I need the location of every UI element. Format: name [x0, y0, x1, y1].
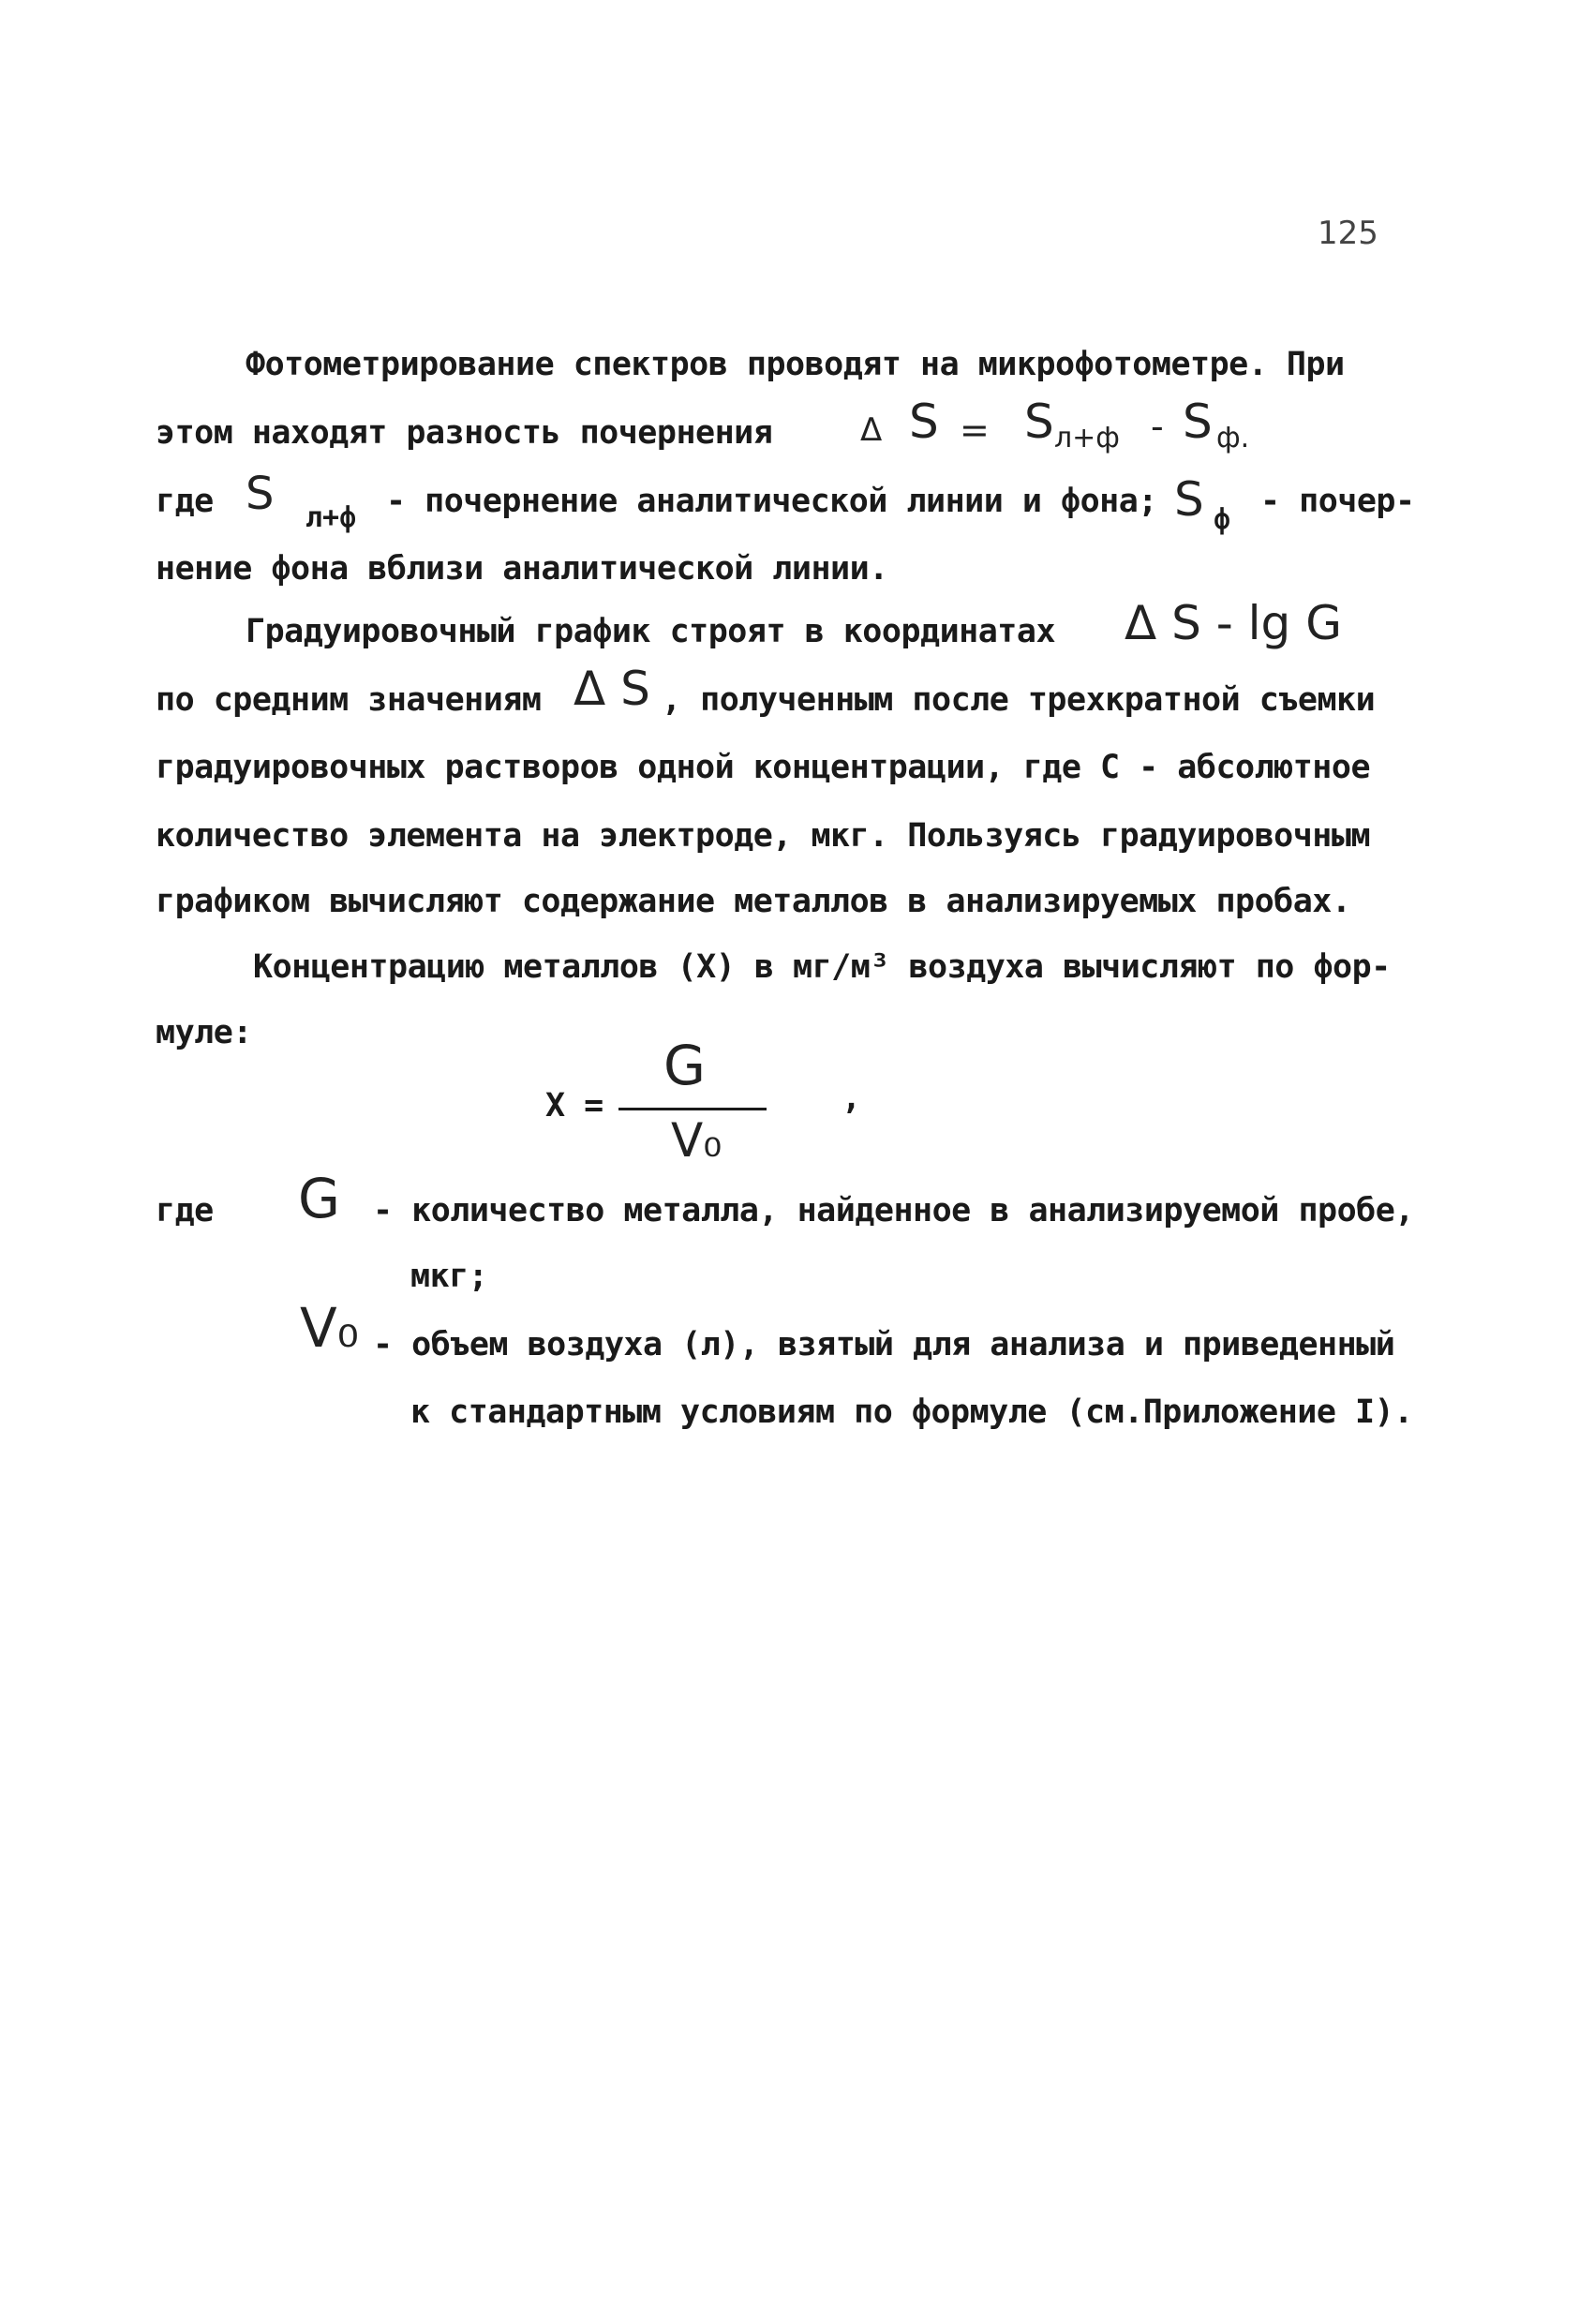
formula-comma: ,: [842, 1080, 861, 1117]
fraction-bar: [618, 1108, 767, 1110]
p2-line2-start: по средним значениям: [156, 681, 542, 719]
s-subscript: л+ф: [305, 501, 357, 534]
delta-symbol: Δ: [860, 411, 883, 449]
p1-line3-where: где: [156, 483, 214, 520]
formula-lhs: X =: [545, 1087, 603, 1125]
delta-s-symbol: Δ S: [574, 662, 650, 716]
p1-line1: Фотометрирование спектров проводят на микрофотометре. При: [246, 346, 1345, 383]
p1-line2: этом находят разность почернения: [156, 414, 773, 452]
eq-S3: S: [1183, 395, 1213, 449]
p3-line2: муле:: [156, 1014, 252, 1051]
p2-line1: Градуировочный график строят в координатах: [246, 613, 1056, 650]
s-symbol: S: [246, 468, 275, 520]
eq-S3-subscript: ф.: [1216, 422, 1250, 454]
page-number: 125: [1318, 215, 1378, 252]
eq-S1: S: [909, 395, 939, 449]
def-g-text2: мкг;: [410, 1258, 488, 1295]
formula-denominator: V₀: [671, 1113, 723, 1168]
p1-line4: нение фона вблизи аналитической линии.: [156, 550, 888, 588]
def-v-text2: к стандартным условиям по формуле (см.Приложение I).: [410, 1393, 1413, 1431]
p1-line3-end: - почер-: [1260, 483, 1415, 520]
eq-S2: S: [1024, 395, 1054, 449]
coord-formula: Δ S - lg G: [1125, 596, 1342, 650]
def-g-symbol: G: [298, 1167, 340, 1230]
eq-S2-subscript: л+ф: [1054, 422, 1120, 454]
s-phi-symbol: S: [1174, 472, 1204, 527]
def-g-text1: - количество металла, найденное в анализируемой пробе,: [373, 1192, 1414, 1229]
p2-line4: количество элемента на электроде, мкг. Пользуясь градуировочным: [156, 817, 1371, 855]
defs-where: где: [156, 1192, 214, 1229]
p2-line2-end: , полученным после трехкратной съемки: [662, 681, 1376, 719]
eq-equals: =: [960, 410, 990, 451]
formula-numerator: G: [663, 1034, 706, 1097]
eq-minus: -: [1151, 406, 1164, 447]
def-v-symbol: V₀: [300, 1296, 359, 1360]
p3-line1: Концентрацию металлов (X) в мг/м³ воздуха вычисляют по фор-: [253, 948, 1391, 986]
s-phi-subscript: ф: [1214, 503, 1231, 536]
p2-line3: градуировочных растворов одной концентрации, где С - абсолютное: [156, 749, 1371, 786]
def-v-text1: - объем воздуха (л), взятый для анализа и приведенный: [373, 1326, 1395, 1363]
p1-line3-text: - почернение аналитической линии и фона;: [386, 483, 1157, 520]
p2-line5: графиком вычисляют содержание металлов в анализируемых пробах.: [156, 883, 1351, 920]
